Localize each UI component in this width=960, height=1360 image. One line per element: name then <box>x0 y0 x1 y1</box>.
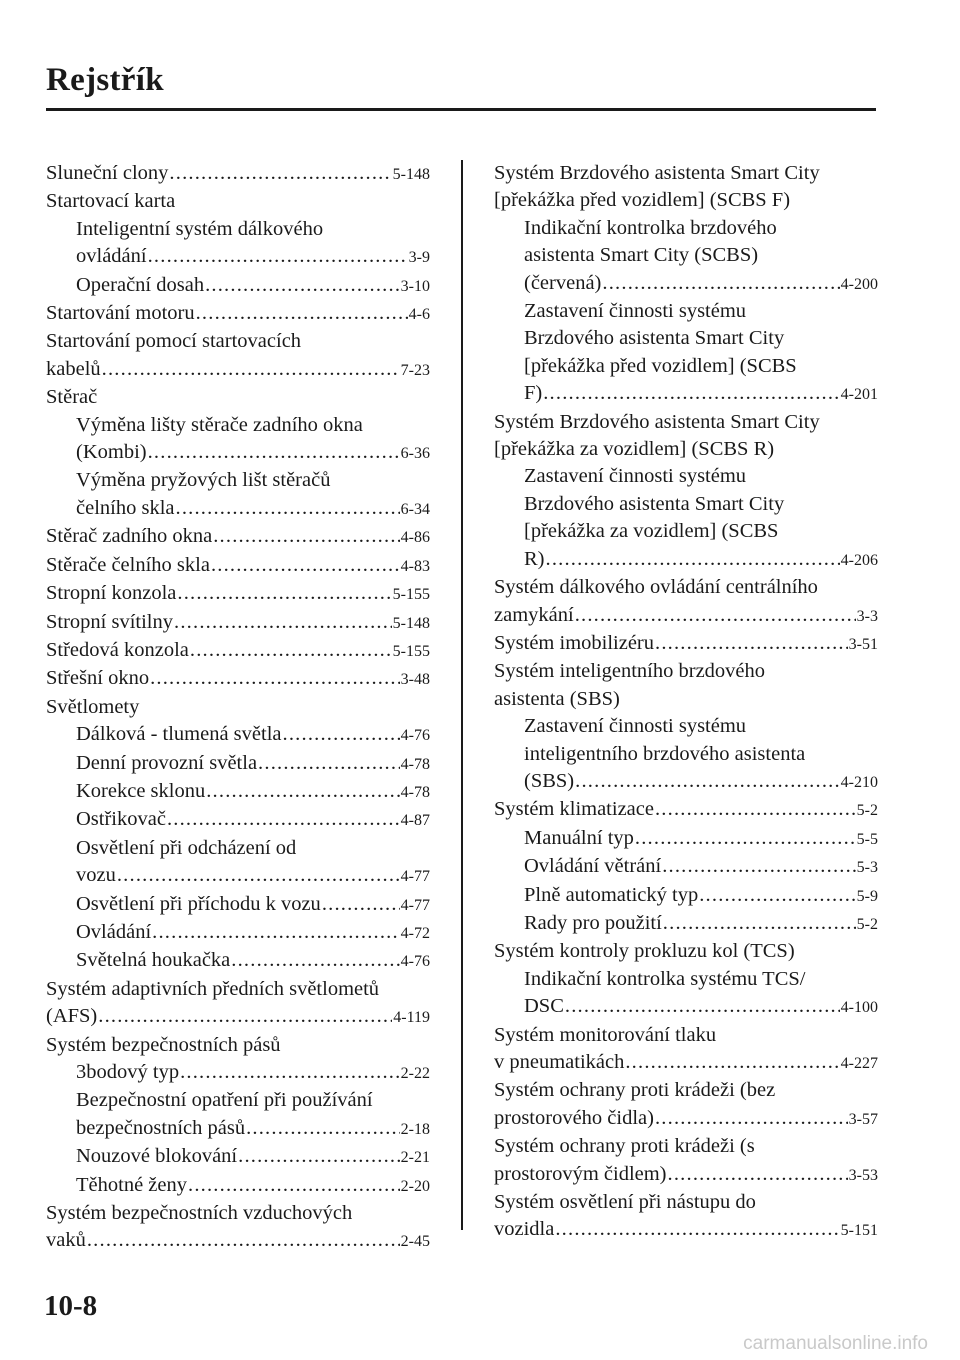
dot-leader <box>655 1105 848 1132</box>
column-divider <box>461 160 463 1230</box>
index-entry <box>46 1059 430 1087</box>
index-page-ref: 4-76 <box>400 727 430 745</box>
dot-leader <box>87 1227 400 1254</box>
dot-leader <box>543 380 839 407</box>
index-entry-line <box>524 768 878 796</box>
index-entry-text: kabelů <box>46 357 101 380</box>
index-entry-text: [překážka před vozidlem] (SCBS F) <box>494 189 791 212</box>
index-entry <box>46 1143 430 1171</box>
index-entry-line <box>76 243 430 271</box>
index-entry-line <box>46 552 430 580</box>
index-page-ref: 4-78 <box>400 755 430 773</box>
index-entry-text: Startování pomocí startovacích <box>46 330 302 353</box>
index-entry-line <box>76 1143 430 1171</box>
index-page-ref: 5-155 <box>392 642 430 660</box>
index-page-ref: 7-23 <box>400 361 430 379</box>
index-entry-text: Systém dálkového ovládání centrálního <box>494 576 818 599</box>
dot-leader <box>575 602 856 629</box>
index-page-ref: 2-45 <box>400 1233 430 1251</box>
index-entry-text: Středová konzola <box>46 638 189 661</box>
index-entry-text: Ovládání větrání <box>524 855 662 878</box>
dot-leader <box>213 523 399 550</box>
index-entry-text: prostorovým čidlem) <box>494 1162 667 1185</box>
index-entry <box>46 665 430 693</box>
dot-leader <box>205 272 400 299</box>
index-entry <box>46 1172 430 1200</box>
index-entry <box>494 215 878 298</box>
index-entry <box>46 721 430 749</box>
index-entry-text: prostorového čidla) <box>494 1106 654 1129</box>
index-entry-text: Inteligentní systém dálkového <box>76 217 324 240</box>
index-entry-line <box>76 947 430 975</box>
dot-leader <box>148 439 400 466</box>
index-page-ref: 4-76 <box>400 953 430 971</box>
dot-leader <box>602 270 839 297</box>
dot-leader <box>188 1172 400 1199</box>
index-entry-line <box>524 825 878 853</box>
index-entry-text: Výměna lišty stěrače zadního okna <box>76 413 363 436</box>
index-entry-text: Indikační kontrolka brzdového <box>524 216 777 239</box>
index-entry-text: Brzdového asistenta Smart City <box>524 492 785 515</box>
index-entry <box>494 630 878 658</box>
dot-leader <box>102 356 400 383</box>
index-entry-text: Zastavení činnosti systému <box>524 300 747 323</box>
index-page-ref: 3-57 <box>848 1110 878 1128</box>
index-entry-line <box>46 1227 430 1255</box>
index-entry <box>494 713 878 796</box>
index-entry-line <box>76 495 430 523</box>
title-rule <box>46 108 876 111</box>
index-entry-text: Manuální typ <box>524 826 634 849</box>
index-page-ref: 4-83 <box>400 557 430 575</box>
index-entry-text: zamykání <box>494 603 574 626</box>
dot-leader <box>177 580 391 607</box>
index-entry-line <box>494 1216 878 1244</box>
index-page-ref: 4-119 <box>393 1009 430 1027</box>
dot-leader <box>211 552 400 579</box>
index-entry-line <box>46 580 430 608</box>
index-entry-text: Systém imobilizéru <box>494 631 654 654</box>
index-page-ref: 5-148 <box>392 166 430 183</box>
index-entry-text: [překážka za vozidlem] (SCBS <box>524 520 779 543</box>
dot-leader <box>555 1216 839 1243</box>
dot-leader <box>117 862 400 889</box>
index-entry <box>494 796 878 824</box>
index-page-ref: 2-20 <box>400 1177 430 1195</box>
index-entry <box>494 409 878 464</box>
index-entry-text: Systém bezpečnostních pásů <box>46 1033 281 1056</box>
index-entry-text: Operační dosah <box>76 273 205 296</box>
index-entry-text: Denní provozní světla <box>76 751 258 774</box>
index-entry-text: R) <box>524 547 545 570</box>
index-page-ref: 4-77 <box>400 896 430 914</box>
index-entry <box>46 778 430 806</box>
index-entry <box>494 298 878 409</box>
dot-leader <box>98 1003 392 1030</box>
index-entry <box>494 1077 878 1133</box>
index-entry-text: Systém kontroly prokluzu kol (TCS) <box>494 940 795 963</box>
index-entry <box>46 750 430 778</box>
index-page-ref: 4-227 <box>840 1055 878 1072</box>
index-entry <box>494 1022 878 1078</box>
index-entry-text: Systém adaptivních předních světlometů <box>46 977 380 1000</box>
index-entry-line <box>46 523 430 551</box>
dot-leader <box>180 1059 400 1086</box>
index-entry <box>46 160 430 188</box>
index-entry <box>46 384 430 411</box>
index-entry-text: Ostřikovač <box>76 808 166 831</box>
index-page-ref: 3-48 <box>400 671 430 689</box>
index-entry <box>494 574 878 630</box>
index-entry-line <box>524 380 878 408</box>
index-entry <box>46 947 430 975</box>
index-entry-text: Startovací karta <box>46 190 176 213</box>
index-entry-text: Stropní svítilny <box>46 610 174 633</box>
index-entry <box>46 580 430 608</box>
index-entry <box>46 188 430 215</box>
index-entry-line <box>494 602 878 630</box>
index-entry-text: Startování motoru <box>46 302 195 325</box>
index-entry <box>494 658 878 713</box>
dot-leader <box>575 768 840 795</box>
page-title: Rejstřík <box>46 62 164 98</box>
index-entry-line <box>524 853 878 881</box>
dot-leader <box>663 910 856 937</box>
index-page-ref: 2-18 <box>400 1120 430 1138</box>
dot-leader <box>546 546 840 573</box>
index-entry-text: vozidla <box>494 1218 555 1241</box>
index-entry <box>494 1189 878 1245</box>
index-entry-text: (Kombi) <box>76 441 147 464</box>
index-entry-line <box>494 630 878 658</box>
index-page-ref: 3-53 <box>848 1166 878 1184</box>
index-entry-line <box>46 160 430 188</box>
index-entry-text: ovládání <box>76 245 147 268</box>
index-entry <box>494 938 878 965</box>
index-entry-line <box>494 796 878 824</box>
index-entry <box>46 1032 430 1059</box>
index-entry-line <box>76 1172 430 1200</box>
dot-leader <box>169 160 391 187</box>
index-entry-text: asistenta (SBS) <box>494 687 620 710</box>
index-page-ref: 5-148 <box>392 614 430 632</box>
index-entry <box>46 523 430 551</box>
index-column-right <box>494 160 878 1245</box>
index-entry-text: Systém Brzdového asistenta Smart City <box>494 410 820 433</box>
index-entry-text: Světlomety <box>46 695 140 718</box>
index-entry <box>494 160 878 215</box>
index-entry <box>46 300 430 328</box>
index-page-ref: 4-201 <box>840 386 878 404</box>
page-number: 10-8 <box>44 1290 98 1322</box>
index-entry-text: vaků <box>46 1229 86 1252</box>
index-entry-text: inteligentního brzdového asistenta <box>524 742 806 765</box>
dot-leader <box>625 1049 839 1076</box>
dot-leader <box>152 919 400 946</box>
dot-leader <box>150 665 400 692</box>
index-page-ref: 5-5 <box>856 830 878 848</box>
index-entry <box>46 976 430 1032</box>
index-entry-text: Systém monitorování tlaku <box>494 1023 717 1046</box>
index-page-ref: 4-87 <box>400 812 430 830</box>
index-entry <box>494 853 878 881</box>
index-entry-text: Střešní okno <box>46 667 150 690</box>
index-entry <box>494 825 878 853</box>
index-entry <box>46 216 430 272</box>
index-page-ref: 3-3 <box>856 607 878 625</box>
index-entry <box>494 882 878 910</box>
index-entry-text: 3bodový typ <box>76 1061 180 1083</box>
index-page-ref: 4-200 <box>840 275 878 293</box>
index-entry-line <box>76 1059 430 1087</box>
index-entry-text: Systém osvětlení při nástupu do <box>494 1191 756 1214</box>
index-entry-text: Bezpečnostní opatření při používání <box>76 1089 373 1112</box>
index-entry <box>494 910 878 938</box>
dot-leader <box>174 609 392 636</box>
index-entry <box>46 806 430 834</box>
index-entry <box>494 966 878 1022</box>
dot-leader <box>258 750 400 777</box>
index-entry-line <box>494 1049 878 1077</box>
index-page-ref: 6-36 <box>400 445 430 463</box>
index-entry <box>46 835 430 891</box>
index-entry-line <box>76 806 430 834</box>
dot-leader <box>206 778 399 805</box>
index-page-ref: 4-206 <box>840 551 878 569</box>
dot-leader <box>635 825 856 852</box>
index-entry-text: Stěrač <box>46 386 98 409</box>
dot-leader <box>322 891 400 918</box>
index-entry-text: (AFS) <box>46 1005 98 1028</box>
dot-leader <box>283 721 400 748</box>
index-entry <box>46 891 430 919</box>
dot-leader <box>699 882 855 909</box>
index-entry <box>46 552 430 580</box>
index-entry-line <box>524 882 878 910</box>
index-entry-text: Rady pro použití <box>524 911 662 934</box>
index-page-ref: 5-2 <box>856 915 878 933</box>
index-entry-text: Nouzové blokování <box>76 1145 238 1168</box>
index-entry-text: Stěrač zadního okna <box>46 525 213 548</box>
index-entry-line <box>46 300 430 328</box>
index-entry-text: Sluneční clony <box>46 162 169 184</box>
index-page-ref: 5-151 <box>840 1222 878 1240</box>
index-entry <box>46 412 430 468</box>
index-entry-text: Indikační kontrolka systému TCS/ <box>524 967 806 990</box>
index-entry-text: [překážka před vozidlem] (SCBS <box>524 354 797 377</box>
index-entry-text: Světelná houkačka <box>76 949 231 972</box>
index-entry-line <box>46 356 430 384</box>
index-entry-line <box>494 1105 878 1133</box>
index-entry-line <box>76 1115 430 1143</box>
index-entry-text: Ovládání <box>76 920 152 943</box>
index-entry <box>46 328 430 384</box>
dot-leader <box>238 1143 400 1170</box>
index-entry-line <box>76 919 430 947</box>
index-entry-text: Systém bezpečnostních vzduchových <box>46 1202 353 1225</box>
index-entry-text: v pneumatikách <box>494 1051 625 1073</box>
index-entry <box>494 463 878 574</box>
index-entry-text: Brzdového asistenta Smart City <box>524 327 785 350</box>
index-entry-line <box>494 1161 878 1189</box>
index-page-ref: 2-22 <box>400 1065 430 1082</box>
index-entry <box>46 609 430 637</box>
index-entry-text: čelního skla <box>76 496 175 519</box>
index-page-ref: 5-9 <box>856 887 878 905</box>
index-entry-text: Systém klimatizace <box>494 798 654 821</box>
index-entry-text: Dálková - tlumená světla <box>76 723 282 746</box>
index-page-ref: 4-72 <box>400 924 430 942</box>
index-entry-line <box>76 721 430 749</box>
index-entry-text: bezpečnostních pásů <box>76 1116 246 1139</box>
dot-leader <box>246 1115 400 1142</box>
index-page-ref: 3-9 <box>408 249 430 267</box>
index-entry-line <box>524 993 878 1021</box>
index-entry <box>46 1087 430 1143</box>
index-page-ref: 2-21 <box>400 1149 430 1167</box>
index-entry-text: Těhotné ženy <box>76 1173 187 1196</box>
index-entry-text: Stěrače čelního skla <box>46 553 210 576</box>
index-entry-text: Systém Brzdového asistenta Smart City <box>494 162 820 184</box>
index-page-ref: 5-2 <box>856 802 878 820</box>
index-entry-text: Systém ochrany proti krádeži (bez <box>494 1079 776 1102</box>
dot-leader <box>231 947 399 974</box>
index-entry-text: asistenta Smart City (SCBS) <box>524 244 759 267</box>
index-entry-text: (červená) <box>524 271 602 294</box>
index-entry-line <box>76 891 430 919</box>
index-entry-line <box>46 637 430 665</box>
index-page-ref: 6-34 <box>400 500 430 518</box>
index-entry-text: Plně automatický typ <box>524 883 699 906</box>
index-entry <box>46 1200 430 1256</box>
index-entry <box>494 1133 878 1189</box>
dot-leader <box>148 243 408 270</box>
index-page-ref: 5-3 <box>856 859 878 877</box>
index-entry-line <box>76 750 430 778</box>
index-entry-text: Výměna pryžových lišt stěračů <box>76 469 331 492</box>
index-entry-text: vozu <box>76 864 116 887</box>
index-entry-line <box>46 609 430 637</box>
index-entry-text: Osvětlení při příchodu k vozu <box>76 892 321 915</box>
index-entry-line <box>524 270 878 298</box>
index-page-ref: 4-100 <box>840 999 878 1017</box>
index-entry-line <box>524 546 878 574</box>
index-entry <box>46 694 430 721</box>
index-entry-text: Zastavení činnosti systému <box>524 465 747 488</box>
index-entry-text: [překážka za vozidlem] (SCBS R) <box>494 438 775 461</box>
index-page-ref: 3-51 <box>848 635 878 653</box>
index-page-ref: 4-86 <box>400 529 430 547</box>
index-entry-text: Systém ochrany proti krádeži (s <box>494 1135 755 1158</box>
index-entry <box>46 467 430 523</box>
index-entry-line <box>524 910 878 938</box>
index-entry-line <box>46 1003 430 1031</box>
dot-leader <box>662 853 855 880</box>
index-entry-text: Zastavení činnosti systému <box>524 715 747 738</box>
index-entry-line <box>76 439 430 467</box>
index-entry-text: DSC <box>524 995 564 1018</box>
index-entry-text: F) <box>524 382 543 405</box>
dot-leader <box>190 637 392 664</box>
index-entry-line <box>76 862 430 890</box>
index-column-left <box>46 160 430 1256</box>
index-entry-text: Korekce sklonu <box>76 779 206 802</box>
index-page-ref: 5-155 <box>392 586 430 604</box>
index-entry-line <box>46 665 430 693</box>
index-page-ref: 4-78 <box>400 783 430 801</box>
dot-leader <box>668 1161 848 1188</box>
dot-leader <box>167 806 400 833</box>
index-page-ref: 4-210 <box>840 773 878 791</box>
dot-leader <box>565 993 840 1020</box>
dot-leader <box>196 300 408 327</box>
index-entry-line <box>76 778 430 806</box>
index-entry <box>46 272 430 300</box>
index-page-ref: 4-77 <box>400 868 430 886</box>
index-entry-text: Osvětlení při odcházení od <box>76 836 297 859</box>
index-page-ref: 3-10 <box>400 277 430 295</box>
index-entry <box>46 919 430 947</box>
watermark: carmanualsonline.info <box>743 1333 928 1354</box>
index-entry-text: Systém inteligentního brzdového <box>494 660 766 683</box>
dot-leader <box>655 630 848 657</box>
dot-leader <box>176 495 400 522</box>
index-entry-line <box>76 272 430 300</box>
index-page-ref: 4-6 <box>408 306 430 324</box>
dot-leader <box>655 796 856 823</box>
index-entry-text: (SBS) <box>524 769 575 792</box>
index-entry <box>46 637 430 665</box>
index-entry-text: Stropní konzola <box>46 582 177 605</box>
